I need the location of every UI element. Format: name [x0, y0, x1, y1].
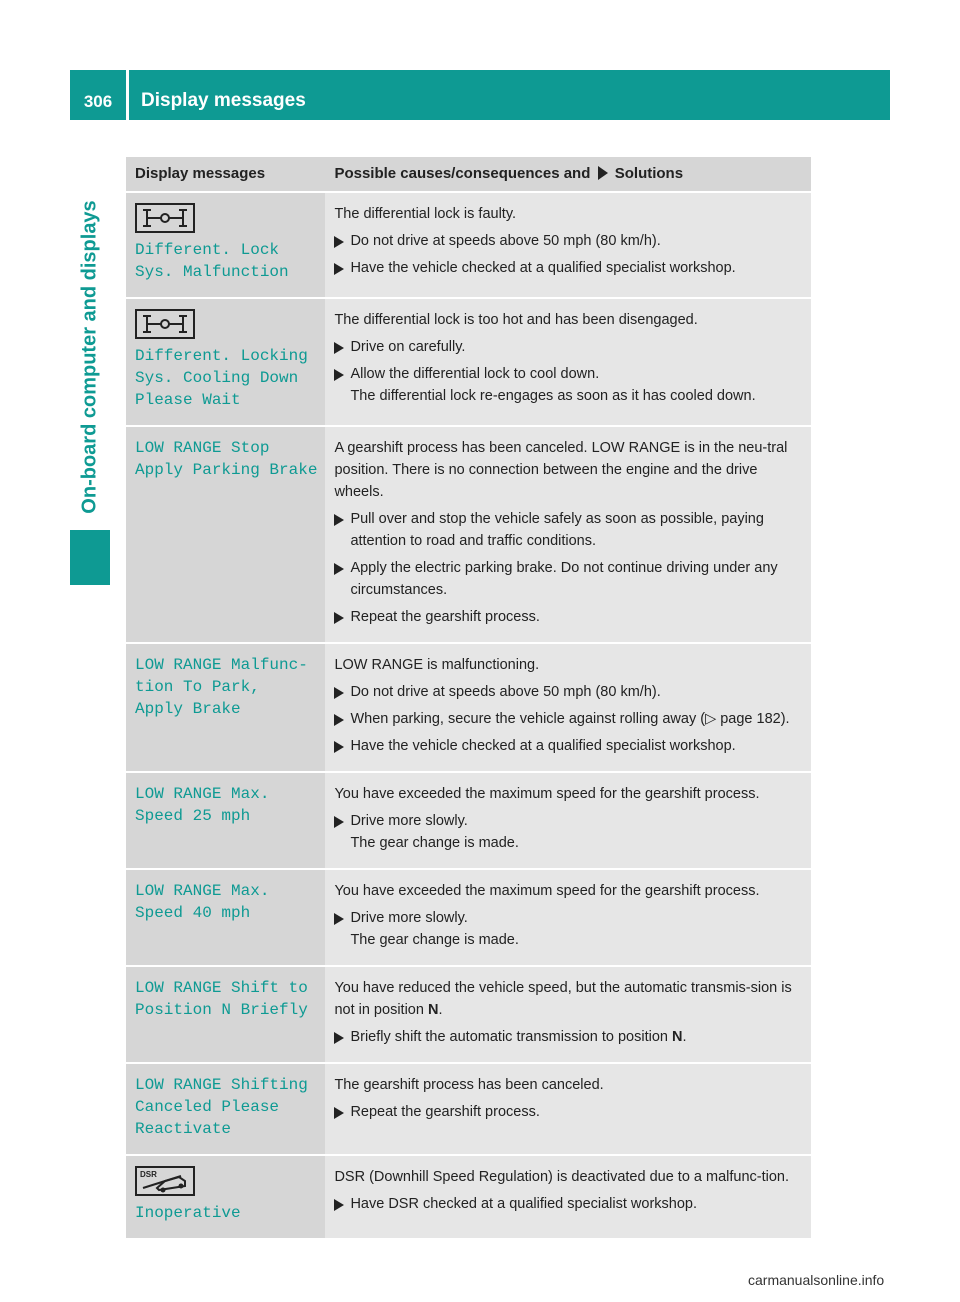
dsr-icon [135, 1166, 195, 1196]
solution-step: Have DSR checked at a qualified specialist workshop. [334, 1193, 803, 1215]
message-text: LOW RANGE Stop Apply Parking Brake [135, 439, 318, 479]
step-arrow-icon [334, 714, 344, 726]
step-arrow-icon [334, 1107, 344, 1119]
solution-step: Have the vehicle checked at a qualified specialist workshop. [334, 735, 803, 757]
message-text: LOW RANGE Max. Speed 40 mph [135, 882, 270, 922]
table-row [126, 1064, 811, 1154]
differential-lock-icon [135, 203, 195, 233]
arrow-right-icon [597, 166, 609, 180]
step-arrow-icon [334, 741, 344, 753]
solution-step: Do not drive at speeds above 50 mph (80 km/h). [334, 681, 803, 703]
message-text: LOW RANGE Shifting Canceled Please Reactivate [135, 1076, 308, 1138]
header-divider [126, 70, 129, 120]
note-text: The gear change is made. [350, 835, 519, 851]
side-tab-marker [70, 530, 110, 585]
solution-step: Pull over and stop the vehicle safely as soon as possible, paying attention to road and traffic conditions. [334, 508, 803, 552]
note-text: The gear change is made. [350, 932, 519, 948]
side-tab-label: On-board computer and displays [78, 199, 101, 514]
solution-step: Repeat the gearshift process. [334, 606, 803, 628]
table-row [126, 1156, 811, 1238]
step-arrow-icon [334, 263, 344, 275]
display-messages-table [126, 155, 811, 1240]
cause-text: The gearshift process has been canceled. [334, 1077, 604, 1093]
col-header-solutions-label: Solutions [614, 165, 684, 182]
table-row [126, 967, 811, 1062]
table-row [126, 644, 811, 771]
step-arrow-icon [334, 369, 344, 381]
col-header-causes: Possible causes/consequences and [334, 165, 591, 182]
note-text: The differential lock re-engages as soon as it has cooled down. [350, 388, 756, 404]
side-tab [70, 128, 110, 585]
cause-text: LOW RANGE is malfunctioning. [334, 657, 540, 673]
differential-lock-icon [135, 309, 195, 339]
message-text: LOW RANGE Shift to Position N Briefly [135, 979, 308, 1019]
cause-text: DSR (Downhill Speed Regulation) is deactivated due to a malfunc-tion. [334, 1169, 790, 1185]
solution-step: Repeat the gearshift process. [334, 1101, 803, 1123]
watermark: carmanualsonline.info [748, 1272, 885, 1288]
step-arrow-icon [334, 1032, 344, 1044]
solution-step: Drive more slowly. The gear change is made. [334, 810, 803, 854]
cause-text: A gearshift process has been canceled. LOW RANGE is in the neu-tral position. There is no connection between the engine and the drive wheels. [334, 440, 788, 500]
step-arrow-icon [334, 514, 344, 526]
cause-text: You have exceeded the maximum speed for the gearshift process. [334, 883, 760, 899]
solution-step: Briefly shift the automatic transmission to position N. [334, 1026, 803, 1048]
col-header-solutions [325, 157, 811, 191]
dsr-icon-label: DSR [140, 1170, 157, 1179]
solution-step: Drive on carefully. [334, 336, 803, 358]
cause-text: The differential lock is too hot and has been disengaged. [334, 312, 698, 328]
table-row [126, 299, 811, 425]
step-arrow-icon [334, 236, 344, 248]
table-row [126, 193, 811, 297]
message-text: Inoperative [135, 1204, 241, 1222]
step-arrow-icon [334, 913, 344, 925]
page-number: 306 [83, 92, 113, 111]
message-text: LOW RANGE Malfunc‐ tion To Park, Apply Brake [135, 656, 308, 718]
solution-step: When parking, secure the vehicle against rolling away (▷ page 182). [334, 708, 803, 730]
cause-text: You have exceeded the maximum speed for the gearshift process. [334, 786, 760, 802]
table-row [126, 427, 811, 642]
step-arrow-icon [334, 1199, 344, 1211]
cause-text: The differential lock is faulty. [334, 206, 517, 222]
step-arrow-icon [334, 342, 344, 354]
solution-step: Have the vehicle checked at a qualified specialist workshop. [334, 257, 803, 279]
solution-step: Allow the differential lock to cool down. The differential lock re-engages as soon as it has cooled down. [334, 363, 803, 407]
table-header-row [126, 157, 811, 191]
cause-text: You have reduced the vehicle speed, but the automatic transmis-sion is not in position N. [334, 980, 792, 1018]
message-text: Different. Lock Sys. Malfunction [135, 241, 289, 281]
step-arrow-icon [334, 563, 344, 575]
step-arrow-icon [334, 612, 344, 624]
solution-step: Do not drive at speeds above 50 mph (80 km/h). [334, 230, 803, 252]
table-row [126, 773, 811, 868]
solution-step: Apply the electric parking brake. Do not continue driving under any circumstances. [334, 557, 803, 601]
step-arrow-icon [334, 816, 344, 828]
solution-step: Drive more slowly. The gear change is made. [334, 907, 803, 951]
col-header-messages: Display messages [126, 157, 325, 191]
message-text: LOW RANGE Max. Speed 25 mph [135, 785, 270, 825]
table-row [126, 870, 811, 965]
message-text: Different. Locking Sys. Cooling Down Please Wait [135, 347, 308, 409]
page-title: Display messages [141, 90, 306, 111]
step-arrow-icon [334, 687, 344, 699]
